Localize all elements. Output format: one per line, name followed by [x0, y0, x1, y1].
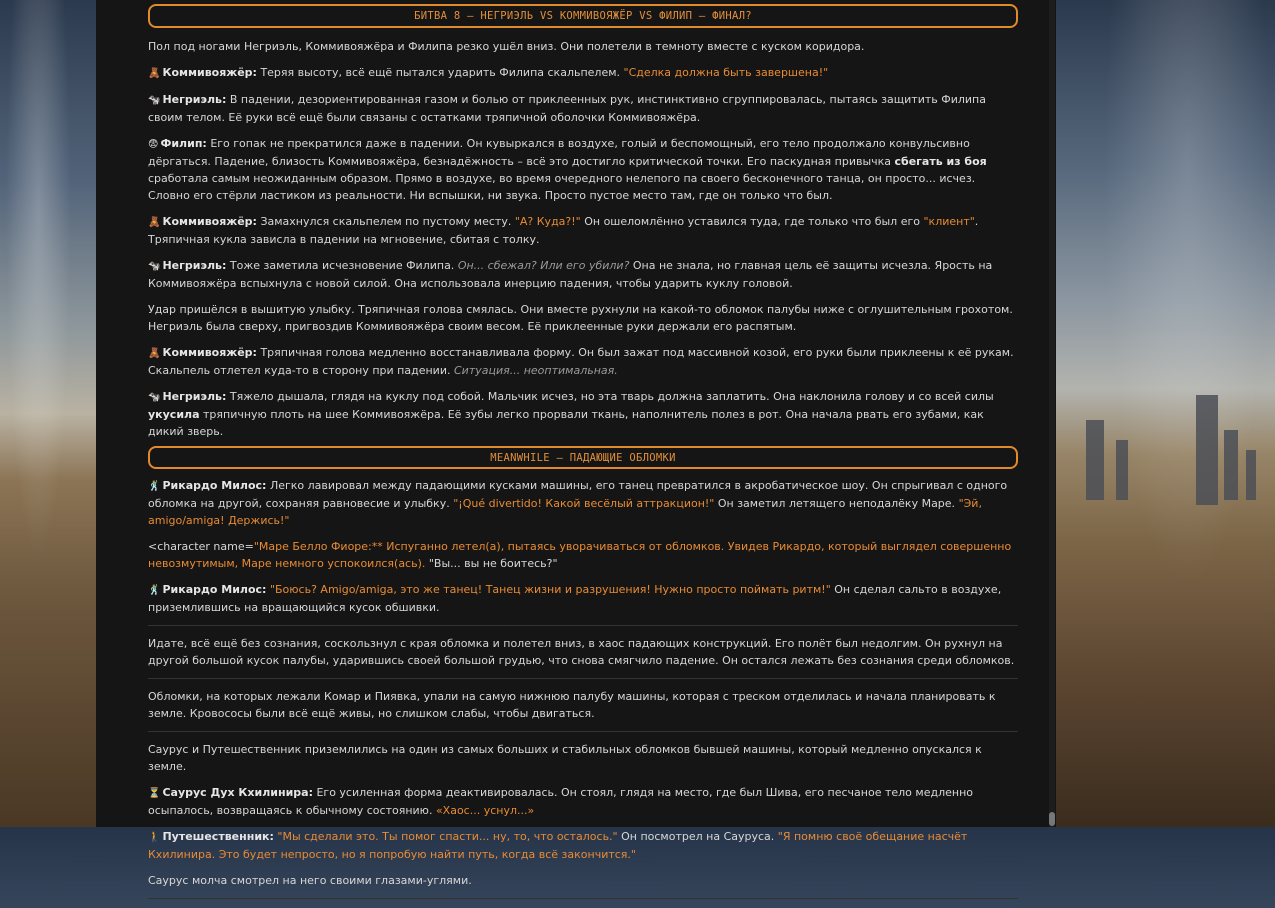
speaker-name: Негриэль:	[162, 93, 227, 106]
speech: "Мы сделали это. Ты помог спасти... ну, то, что осталось."	[277, 830, 618, 843]
divider	[148, 898, 1018, 899]
speech: "Эй, amigo/amiga! Держись!"	[148, 497, 982, 527]
dialogue: 🐄 Негриэль: В падении, дезориентированная газом и болью от приклеенных рук, инстинктивно сгруппировалась, пытаясь защитить Филипа своим телом. Её руки всё ещё были связаны с остатками тряпичной оболочки Коммивояжёра.	[148, 93, 986, 124]
hourglass-icon: ⏳	[148, 788, 161, 799]
scared-face-icon: 😨	[148, 139, 159, 150]
meanwhile-header-title: MEANWHILE – ПАДАЮЩИЕ ОБЛОМКИ	[490, 451, 676, 464]
thought: Он... сбежал? Или его убили?	[457, 259, 630, 272]
speech: "Маре Белло Фиоре:** Испуганно летел(а), пытаясь уворачиваться от обломков. Увидев Рикардо, который выглядел совершенно невозмутимым, Маре немного успокоился(ась).	[148, 540, 1012, 570]
doll-icon: 🧸	[148, 348, 161, 359]
rock-spire	[1196, 395, 1218, 505]
speaker-name: Негриэль:	[162, 259, 227, 272]
dialogue: <character name="Маре Белло Фиоре:** Испуганно летел(а), пытаясь уворачиваться от обломков. Увидев Рикардо, который выглядел совершенно невозмутимым, Маре немного успокоился(ась). "Вы... вы не боитесь?"	[148, 540, 1012, 570]
speech: «Хаос... уснул...»	[435, 804, 535, 817]
scrollbar[interactable]	[1049, 0, 1055, 827]
dancer-icon: 🕺	[148, 585, 161, 596]
divider	[148, 731, 1018, 732]
speaker-name: Рикардо Милос:	[162, 583, 267, 596]
divider	[148, 625, 1018, 626]
background-right	[1056, 0, 1275, 827]
dialogue: 🐄 Негриэль: Тяжело дышала, глядя на куклу под собой. Мальчик исчез, но эта тварь должна заплатить. Она наклонила голову и со всей силы укусила тряпичную плоть на шее Коммивояжёра. Её зубы легко прорвали ткань, наполнитель полез в рот. Она начала рвать его зубами, как дикий зверь.	[148, 390, 994, 438]
speech: "клиент"	[923, 215, 975, 228]
speaker-name: Филип:	[160, 137, 207, 150]
narration: Пол под ногами Негриэль, Коммивояжёра и Филипа резко ушёл вниз. Они полетели в темноту вместе с куском коридора.	[148, 40, 865, 53]
dialogue: 🧸 Коммивояжёр: Теряя высоту, всё ещё пытался ударить Филипа скальпелем. "Сделка должна быть завершена!"	[148, 66, 829, 79]
background-left	[0, 0, 96, 827]
narration: Удар пришёлся в вышитую улыбку. Тряпичная голова смялась. Они вместе рухнули на какой-то обломок палубы ниже с оглушительным грохотом. Негриэль была сверху, пригвоздив Коммивояжёра своим весом. Её приклеенные руки держали его распятым.	[148, 303, 1013, 333]
thought: Ситуация... неоптимальная.	[453, 364, 618, 377]
dialogue: 🕺 Рикардо Милос: Легко лавировал между падающими кусками машины, его танец превратился в акробатическое шоу. Он спрыгивал с одного обломка на другой, сохраняя равновесие и улыбку. "¡Qué divertido! Какой весёлый аттракцион!" Он заметил летящего неподалёку Маре. "Эй, amigo/amiga! Держись!"	[148, 479, 1008, 527]
battle-header-title: БИТВА 8 – НЕГРИЭЛЬ VS КОММИВОЯЖЁР VS ФИЛИП – ФИНАЛ?	[414, 10, 752, 22]
narration: Обломки, на которых лежали Комар и Пиявка, упали на самую нижнюю палубу машины, которая с треском отделилась и начала планировать к земле. Кровососы были всё ещё живы, но слишком слабы, чтобы двигаться.	[148, 690, 996, 720]
dialogue: 🚶 Путешественник: "Мы сделали это. Ты помог спасти... ну, то, что осталось." Он посмотрел на Сауруса. "Я помню своё обещание насчёт Кхилинира. Это будет непросто, но я попробую найти путь, когда всё закончится."	[148, 830, 968, 861]
doll-icon: 🧸	[148, 68, 161, 79]
dialogue: 🧸 Коммивояжёр: Тряпичная голова медленно восстанавливала форму. Он был зажат под массивной козой, его руки были приклеены к её рукам. Скальпель отлетел куда-то в сторону при падении. Ситуация... неоптимальная.	[148, 346, 1014, 377]
rock-spire	[1086, 420, 1104, 500]
speaker-name: Коммивояжёр:	[162, 346, 257, 359]
speech: "Я помню своё обещание насчёт Кхилинира. Это будет непросто, но я попробую найти путь, когда всё закончится."	[148, 830, 968, 861]
speaker-name: Рикардо Милос:	[162, 479, 267, 492]
speaker-name: Путешественник:	[162, 830, 274, 843]
dancer-icon: 🕺	[148, 481, 161, 492]
goat-icon: 🐄	[148, 392, 161, 403]
dialogue: 🧸 Коммивояжёр: Замахнулся скальпелем по пустому месту. "А? Куда?!" Он ошеломлённо уставился туда, где только что был его "клиент". Тряпичная кукла зависла в падении на мгновение, сбитая с толку.	[148, 215, 979, 246]
speech: "¡Qué divertido! Какой весёлый аттракцион!"	[453, 497, 715, 510]
scrollbar-thumb[interactable]	[1049, 812, 1055, 826]
dialogue: 😨 Филип: Его гопак не прекратился даже в падении. Он кувыркался в воздухе, голый и беспомощный, его тело продолжало конвульсивно дёргаться. Падение, близость Коммивояжёра, безнадёжность – всё это достигло критической точки. Его паскудная привычка сбегать из боя сработала самым неожиданным образом. Прямо в воздухе, во время очередного нелепого па своего бесконечного танца, он просто... исчез. Словно его стёрли ластиком из реальности. Ни вспышки, ни звука. Просто пустое место там, где он только что был.	[148, 137, 987, 202]
goat-icon: 🐄	[148, 261, 161, 272]
rock-spire	[1224, 430, 1238, 500]
meanwhile-header	[148, 446, 1018, 469]
speech: "А? Куда?!"	[514, 215, 581, 228]
dialogue: 🕺 Рикардо Милос: "Боюсь? Amigo/amiga, это же танец! Танец жизни и разрушения! Нужно просто поймать ритм!" Он сделал сальто в воздухе, приземлившись на вращающийся кусок обшивки.	[148, 583, 1002, 614]
story-content	[148, 4, 1018, 908]
speaker-name: Саурус Дух Кхилинира:	[162, 786, 313, 799]
narration: Идате, всё ещё без сознания, соскользнул с края обломка и полетел вниз, в хаос падающих конструкций. Его полёт был недолгим. Он рухнул на другой большой кусок палубы, ударившись своей большой грудью, что снова смягчило падение. Он остался лежать без сознания среди обломков.	[148, 637, 1015, 667]
dialogue: 🐄 Негриэль: Тоже заметила исчезновение Филипа. Он... сбежал? Или его убили? Она не знала, но главная цель её защиты исчезла. Ярость на Коммивояжёра вспыхнула с новой силой. Она использовала инерцию падения, чтобы ударить куклу головой.	[148, 259, 993, 290]
battle-header	[148, 4, 1018, 28]
speaker-name: Негриэль:	[162, 390, 227, 403]
rock-spire	[1246, 450, 1256, 500]
speaker-name: Коммивояжёр:	[162, 215, 257, 228]
divider	[148, 678, 1018, 679]
goat-icon: 🐄	[148, 95, 161, 106]
dialogue: ⏳ Саурус Дух Кхилинира: Его усиленная форма деактивировалась. Он стоял, глядя на место, где был Шива, его песчаное тело медленно осыпалось, возвращаясь к обычному состоянию. «Хаос... уснул...»	[148, 786, 973, 817]
doll-icon: 🧸	[148, 217, 161, 228]
narration: Саурус молча смотрел на него своими глазами-углями.	[148, 874, 472, 887]
narration: Саурус и Путешественник приземлились на один из самых больших и стабильных обломков бывшей машины, который медленно опускался к земле.	[148, 743, 982, 773]
speaker-name: Коммивояжёр:	[162, 66, 257, 79]
rock-spire	[1116, 440, 1128, 500]
speech: "Боюсь? Amigo/amiga, это же танец! Танец жизни и разрушения! Нужно просто поймать ритм!"	[269, 583, 831, 596]
walker-icon: 🚶	[148, 832, 161, 843]
chat-panel	[96, 0, 1056, 887]
speech: "Сделка должна быть завершена!"	[623, 66, 829, 79]
